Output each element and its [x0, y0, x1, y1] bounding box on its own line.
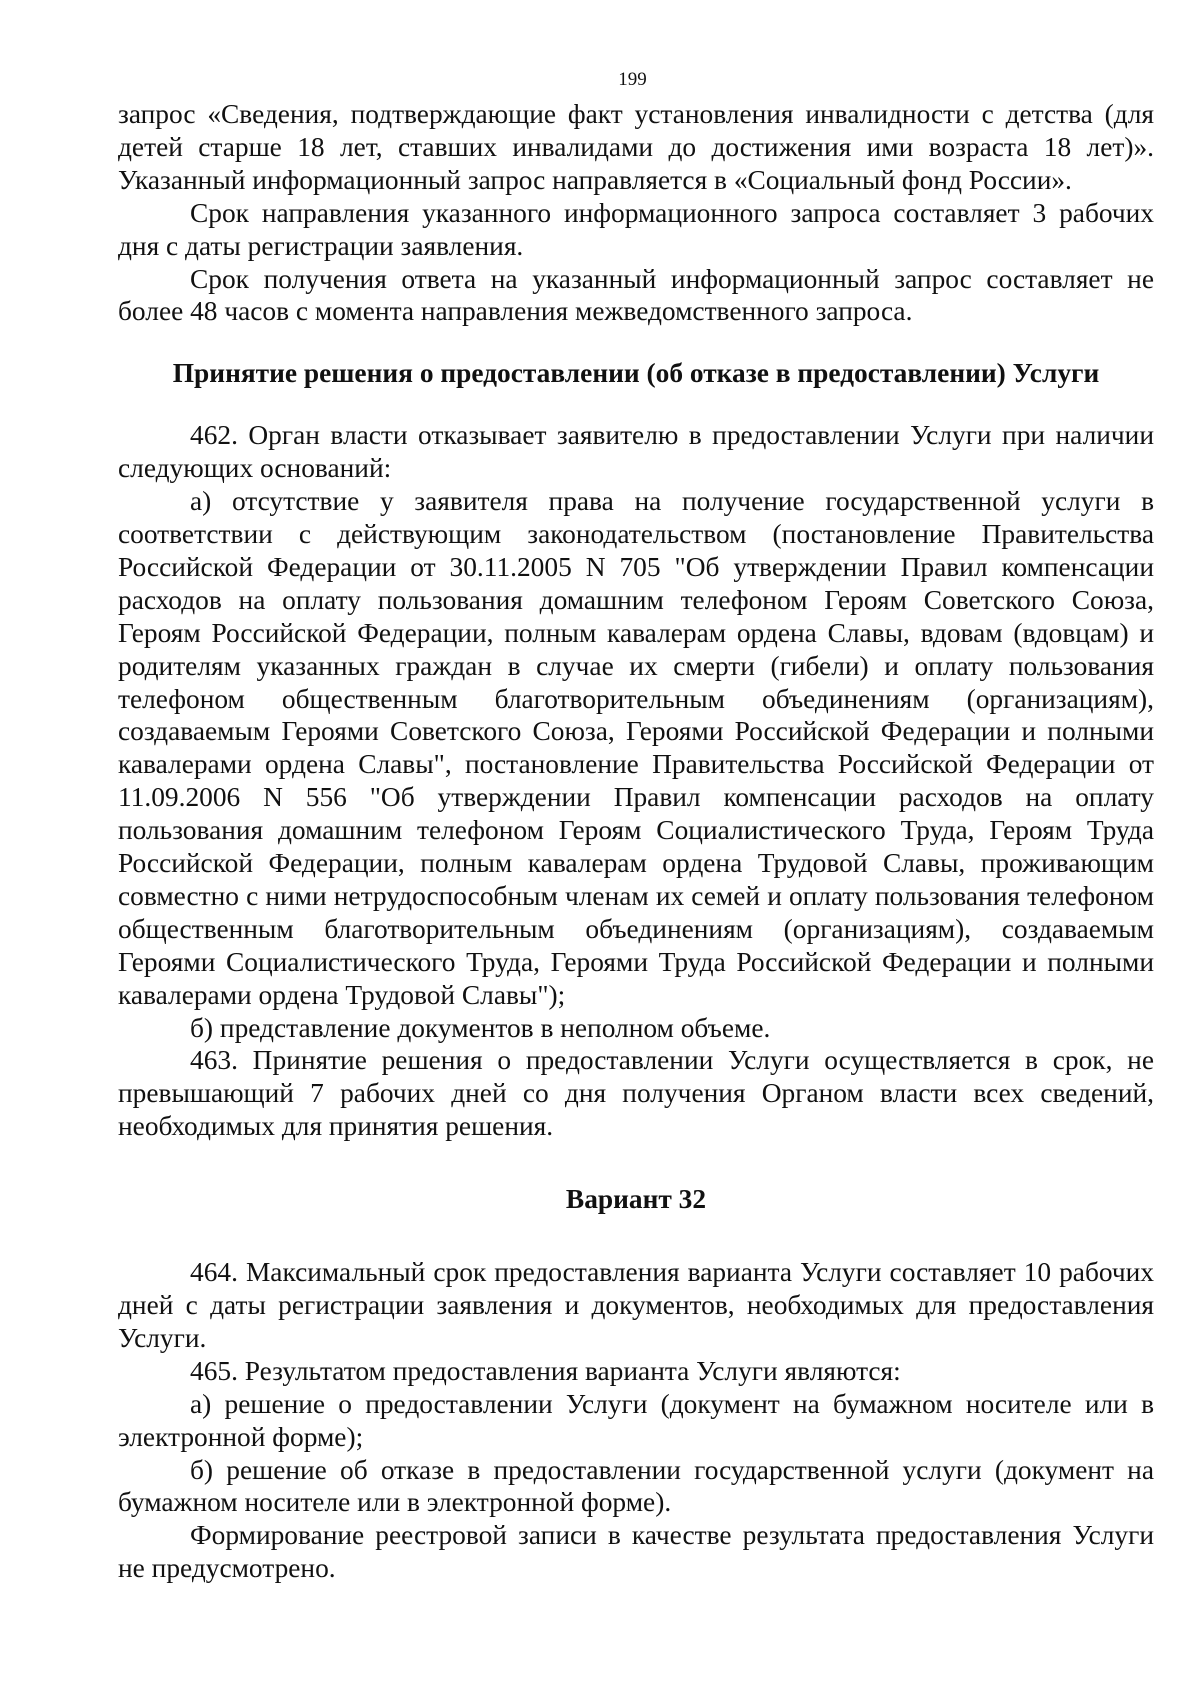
- document-content: [118, 98, 1154, 1585]
- paragraph: а) решение о предоставлении Услуги (документ на бумажном носителе или в электронной форме);: [118, 1388, 1154, 1452]
- paragraph: Срок направления указанного информационного запроса составляет 3 рабочих дня с даты регистрации заявления.: [118, 197, 1154, 261]
- section-heading-variant: Вариант 32: [565, 1184, 707, 1215]
- section-middle: [118, 419, 1154, 1143]
- section-heading-decision: Принятие решения о предоставлении (об отказе в предоставлении) Услуги: [172, 358, 1100, 389]
- paragraph: Срок получения ответа на указанный информационный запрос составляет не более 48 часов с момента направления межведомственного запроса.: [118, 263, 1154, 327]
- paragraph: б) решение об отказе в предоставлении государственной услуги (документ на бумажном носителе или в электронной форме).: [118, 1454, 1154, 1518]
- paragraph: 464. Максимальный срок предоставления варианта Услуги составляет 10 рабочих дней с даты регистрации заявления и документов, необходимых для предоставления Услуги.: [118, 1257, 1154, 1353]
- paragraph: 463. Принятие решения о предоставлении Услуги осуществляется в срок, не превышающий 7 рабочих дней со дня получения Органом власти всех сведений, необходимых для принятия решения.: [118, 1045, 1154, 1142]
- paragraph: запрос «Сведения, подтверждающие факт установления инвалидности с детства (для детей старше 18 лет, ставших инвалидами до достижения ими возраста 18 лет)». Указанный информационный запрос направляется в «Социальный фонд России».: [118, 99, 1154, 195]
- paragraph: Формирование реестровой записи в качестве результата предоставления Услуги не предусмотрено.: [118, 1520, 1154, 1584]
- paragraph: 462. Орган власти отказывает заявителю в предоставлении Услуги при наличии следующих оснований:: [118, 420, 1154, 484]
- paragraph: 465. Результатом предоставления варианта Услуги являются:: [190, 1355, 901, 1386]
- paragraph: б) представление документов в неполном объеме.: [190, 1012, 771, 1043]
- paragraph: а) отсутствие у заявителя права на получение государственной услуги в соответствии с действующим законодательством (постановление Правительства Российской Федерации от 30.11.2005 N 705 "Об утверждении Правил компенсации расходов на оплату пользования домашним телефоном Героям Советского Союза, Героям Российской Федерации, полным кавалерам ордена Славы, вдовам (вдовцам) и родителям указанных граждан в случае их смерти (гибели) и оплату пользования телефоном общественным благотворительным объединениям (организациям), создаваемым Героями Советского Союза, Героями Российской Федерации и полными кавалерами ордена Славы", постановление Правительства Российской Федерации от 11.09.2006 N 556 "Об утверждении Правил компенсации расходов на оплату пользования домашним телефоном Героям Социалистического Труда, Героям Труда Российской Федерации, полным кавалерам ордена Трудовой Славы, проживающим совместно с ними нетрудоспособным членам их семей и оплату пользования телефоном общественным благотворительным объединениям (организациям), создаваемым Героями Социалистического Труда, Героями Труда Российской Федерации и полными кавалерами ордена Трудовой Славы");: [118, 486, 1154, 1010]
- section-top: [118, 98, 1154, 328]
- section-bottom: [118, 1256, 1154, 1585]
- page-number: 199: [618, 69, 647, 90]
